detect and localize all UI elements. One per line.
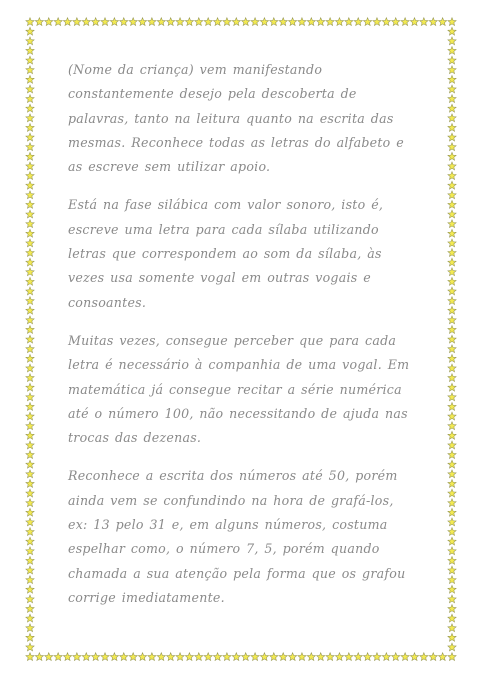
star-icon bbox=[26, 566, 34, 574]
star-icon bbox=[448, 27, 456, 35]
star-icon bbox=[157, 18, 165, 26]
star-icon bbox=[448, 374, 456, 382]
star-icon bbox=[26, 268, 34, 276]
star-icon bbox=[410, 653, 418, 661]
star-icon bbox=[26, 605, 34, 613]
star-icon bbox=[335, 18, 343, 26]
star-icon bbox=[45, 18, 53, 26]
star-icon bbox=[26, 249, 34, 257]
star-icon bbox=[288, 18, 296, 26]
star-icon bbox=[120, 653, 128, 661]
star-icon bbox=[335, 653, 343, 661]
star-icon bbox=[26, 191, 34, 199]
star-icon bbox=[101, 18, 109, 26]
star-icon bbox=[92, 653, 100, 661]
star-icon bbox=[270, 653, 278, 661]
star-icon bbox=[448, 633, 456, 641]
star-icon bbox=[148, 653, 156, 661]
star-icon bbox=[448, 85, 456, 93]
star-icon bbox=[26, 277, 34, 285]
star-icon bbox=[26, 56, 34, 64]
star-icon bbox=[26, 422, 34, 430]
star-icon bbox=[373, 653, 381, 661]
star-icon bbox=[26, 229, 34, 237]
star-icon bbox=[26, 383, 34, 391]
star-icon bbox=[448, 239, 456, 247]
star-icon bbox=[382, 18, 390, 26]
star-icon bbox=[448, 201, 456, 209]
star-icon bbox=[120, 18, 128, 26]
star-icon bbox=[439, 653, 447, 661]
star-icon bbox=[26, 124, 34, 132]
star-icon bbox=[364, 18, 372, 26]
star-icon bbox=[26, 95, 34, 103]
star-icon bbox=[420, 653, 428, 661]
star-icon bbox=[54, 18, 62, 26]
star-icon bbox=[260, 18, 268, 26]
paragraph-4: Reconhece a escrita dos números até 50, porém ainda vem se confundindo na hora de grafá-los, ex: 13 pelo 31 e, em alguns números, costuma espelhar como, o número 7, 5, porém quando chamada a sua atenção pela forma que os grafou corrige imediatamente. bbox=[68, 468, 406, 605]
star-icon bbox=[26, 287, 34, 295]
star-icon bbox=[26, 451, 34, 459]
star-icon bbox=[448, 489, 456, 497]
star-icon bbox=[26, 393, 34, 401]
star-icon bbox=[448, 297, 456, 305]
star-icon bbox=[242, 653, 250, 661]
star-icon bbox=[448, 268, 456, 276]
star-icon bbox=[326, 653, 334, 661]
star-icon bbox=[448, 162, 456, 170]
star-icon bbox=[448, 576, 456, 584]
star-icon bbox=[26, 201, 34, 209]
star-icon bbox=[45, 653, 53, 661]
star-icon bbox=[448, 287, 456, 295]
star-icon bbox=[448, 47, 456, 55]
star-icon bbox=[448, 556, 456, 564]
star-icon bbox=[448, 393, 456, 401]
star-icon bbox=[448, 133, 456, 141]
paragraph-2: Está na fase silábica com valor sonoro, isto é, escreve uma letra para cada sílaba utilizando letras que correspondem ao som da sílaba, às vezes usa somente vogal em outras vogais e consoantes. bbox=[68, 197, 384, 310]
star-icon bbox=[448, 499, 456, 507]
star-icon bbox=[448, 152, 456, 160]
paragraph-1: (Nome da criança) vem manifestando constantemente desejo pela descoberta de palavras, tanto na leitura quanto na escrita das mesmas. Reconhece todas as letras do alfabeto e as escreve sem utilizar apoio. bbox=[68, 62, 404, 175]
star-icon bbox=[26, 37, 34, 45]
star-icon bbox=[448, 643, 456, 651]
star-icon bbox=[448, 210, 456, 218]
star-icon bbox=[185, 653, 193, 661]
star-icon bbox=[26, 297, 34, 305]
star-icon bbox=[148, 18, 156, 26]
star-icon bbox=[26, 114, 34, 122]
star-icon bbox=[213, 653, 221, 661]
star-icon bbox=[279, 653, 287, 661]
star-icon bbox=[213, 18, 221, 26]
star-icon bbox=[448, 431, 456, 439]
star-icon bbox=[448, 229, 456, 237]
star-icon bbox=[448, 249, 456, 257]
star-icon bbox=[448, 614, 456, 622]
star-icon bbox=[63, 18, 71, 26]
star-icon bbox=[26, 133, 34, 141]
star-icon bbox=[26, 47, 34, 55]
star-icon bbox=[270, 18, 278, 26]
paragraph-3: Muitas vezes, consegue perceber que para cada letra é necessário à companhia de uma vogal. Em matemática já consegue recitar a série numérica até o número 100, não necessitando de ajuda nas trocas das dezenas. bbox=[68, 332, 410, 446]
star-icon bbox=[26, 335, 34, 343]
star-icon bbox=[110, 653, 118, 661]
star-icon bbox=[73, 18, 81, 26]
star-icon bbox=[448, 277, 456, 285]
star-icon bbox=[26, 374, 34, 382]
star-icon bbox=[392, 18, 400, 26]
star-icon bbox=[26, 480, 34, 488]
star-icon bbox=[251, 18, 259, 26]
star-icon bbox=[448, 124, 456, 132]
star-icon bbox=[26, 75, 34, 83]
star-icon bbox=[204, 18, 212, 26]
star-icon bbox=[448, 18, 456, 26]
star-icon bbox=[129, 18, 137, 26]
star-icon bbox=[167, 18, 175, 26]
star-icon bbox=[26, 595, 34, 603]
star-icon bbox=[448, 547, 456, 555]
star-icon bbox=[317, 653, 325, 661]
star-icon bbox=[307, 653, 315, 661]
star-icon bbox=[110, 18, 118, 26]
star-icon bbox=[26, 412, 34, 420]
star-icon bbox=[448, 37, 456, 45]
star-icon bbox=[138, 653, 146, 661]
star-icon bbox=[129, 653, 137, 661]
star-icon bbox=[54, 653, 62, 661]
star-icon bbox=[26, 470, 34, 478]
star-icon bbox=[26, 326, 34, 334]
star-icon bbox=[298, 653, 306, 661]
star-icon bbox=[232, 653, 240, 661]
star-icon bbox=[448, 480, 456, 488]
star-icon bbox=[26, 345, 34, 353]
star-icon bbox=[26, 576, 34, 584]
star-icon bbox=[26, 633, 34, 641]
star-icon bbox=[92, 18, 100, 26]
star-icon bbox=[195, 653, 203, 661]
star-icon bbox=[448, 364, 456, 372]
star-icon bbox=[298, 18, 306, 26]
star-icon bbox=[26, 152, 34, 160]
star-icon bbox=[26, 499, 34, 507]
star-icon bbox=[26, 528, 34, 536]
star-icon bbox=[26, 143, 34, 151]
star-icon bbox=[26, 643, 34, 651]
star-icon bbox=[26, 508, 34, 516]
star-icon bbox=[448, 451, 456, 459]
star-icon bbox=[26, 18, 34, 26]
star-icon bbox=[448, 95, 456, 103]
star-icon bbox=[176, 18, 184, 26]
star-icon bbox=[448, 653, 456, 661]
star-icon bbox=[26, 441, 34, 449]
star-icon bbox=[26, 556, 34, 564]
star-icon bbox=[392, 653, 400, 661]
star-icon bbox=[73, 653, 81, 661]
star-icon bbox=[448, 66, 456, 74]
star-icon bbox=[26, 489, 34, 497]
star-icon bbox=[345, 18, 353, 26]
star-icon bbox=[410, 18, 418, 26]
star-icon bbox=[288, 653, 296, 661]
star-icon bbox=[26, 181, 34, 189]
star-icon bbox=[176, 653, 184, 661]
star-icon bbox=[223, 653, 231, 661]
star-icon bbox=[448, 518, 456, 526]
star-icon bbox=[317, 18, 325, 26]
star-icon bbox=[448, 595, 456, 603]
star-icon bbox=[448, 172, 456, 180]
star-icon bbox=[26, 258, 34, 266]
star-icon bbox=[401, 653, 409, 661]
star-icon bbox=[448, 624, 456, 632]
star-icon bbox=[448, 383, 456, 391]
star-icon bbox=[26, 316, 34, 324]
star-icon bbox=[63, 653, 71, 661]
star-icon bbox=[35, 653, 43, 661]
star-icon bbox=[26, 104, 34, 112]
star-icon bbox=[204, 653, 212, 661]
star-icon bbox=[448, 566, 456, 574]
star-icon bbox=[101, 653, 109, 661]
star-icon bbox=[448, 422, 456, 430]
star-icon bbox=[429, 18, 437, 26]
star-icon bbox=[26, 460, 34, 468]
star-icon bbox=[26, 354, 34, 362]
star-icon bbox=[26, 653, 34, 661]
star-icon bbox=[448, 191, 456, 199]
star-icon bbox=[251, 653, 259, 661]
star-icon bbox=[448, 528, 456, 536]
star-icon bbox=[26, 585, 34, 593]
star-icon bbox=[26, 547, 34, 555]
star-icon bbox=[448, 143, 456, 151]
star-icon bbox=[82, 18, 90, 26]
star-icon bbox=[448, 345, 456, 353]
star-icon bbox=[420, 18, 428, 26]
star-icon bbox=[195, 18, 203, 26]
star-icon bbox=[401, 18, 409, 26]
star-icon bbox=[448, 335, 456, 343]
star-icon bbox=[448, 537, 456, 545]
star-icon bbox=[448, 460, 456, 468]
star-icon bbox=[448, 585, 456, 593]
star-icon bbox=[448, 104, 456, 112]
star-icon bbox=[26, 306, 34, 314]
report-text bbox=[68, 58, 418, 624]
star-icon bbox=[326, 18, 334, 26]
star-icon bbox=[448, 316, 456, 324]
star-icon bbox=[26, 614, 34, 622]
star-icon bbox=[448, 56, 456, 64]
star-icon bbox=[242, 18, 250, 26]
star-icon bbox=[439, 18, 447, 26]
star-icon bbox=[26, 518, 34, 526]
star-icon bbox=[26, 162, 34, 170]
star-icon bbox=[138, 18, 146, 26]
star-icon bbox=[448, 326, 456, 334]
star-icon bbox=[364, 653, 372, 661]
star-icon bbox=[26, 537, 34, 545]
star-icon bbox=[448, 75, 456, 83]
star-icon bbox=[35, 18, 43, 26]
star-icon bbox=[26, 624, 34, 632]
star-icon bbox=[82, 653, 90, 661]
star-icon bbox=[26, 66, 34, 74]
star-icon bbox=[26, 364, 34, 372]
star-icon bbox=[373, 18, 381, 26]
star-icon bbox=[448, 441, 456, 449]
star-icon bbox=[26, 431, 34, 439]
star-icon bbox=[279, 18, 287, 26]
star-icon bbox=[448, 306, 456, 314]
star-icon bbox=[448, 258, 456, 266]
star-icon bbox=[448, 354, 456, 362]
star-icon bbox=[448, 220, 456, 228]
star-icon bbox=[26, 403, 34, 411]
star-icon bbox=[448, 508, 456, 516]
star-icon bbox=[448, 181, 456, 189]
star-icon bbox=[185, 18, 193, 26]
star-icon bbox=[382, 653, 390, 661]
star-icon bbox=[448, 470, 456, 478]
star-icon bbox=[26, 210, 34, 218]
star-icon bbox=[167, 653, 175, 661]
star-icon bbox=[26, 220, 34, 228]
star-icon bbox=[26, 239, 34, 247]
star-icon bbox=[448, 403, 456, 411]
star-icon bbox=[157, 653, 165, 661]
star-icon bbox=[26, 27, 34, 35]
star-icon bbox=[223, 18, 231, 26]
star-icon bbox=[448, 605, 456, 613]
star-icon bbox=[448, 412, 456, 420]
star-icon bbox=[354, 653, 362, 661]
star-icon bbox=[260, 653, 268, 661]
star-icon bbox=[26, 85, 34, 93]
star-icon bbox=[26, 172, 34, 180]
star-icon bbox=[354, 18, 362, 26]
star-icon bbox=[429, 653, 437, 661]
star-icon bbox=[448, 114, 456, 122]
star-icon bbox=[232, 18, 240, 26]
star-icon bbox=[307, 18, 315, 26]
star-icon bbox=[345, 653, 353, 661]
